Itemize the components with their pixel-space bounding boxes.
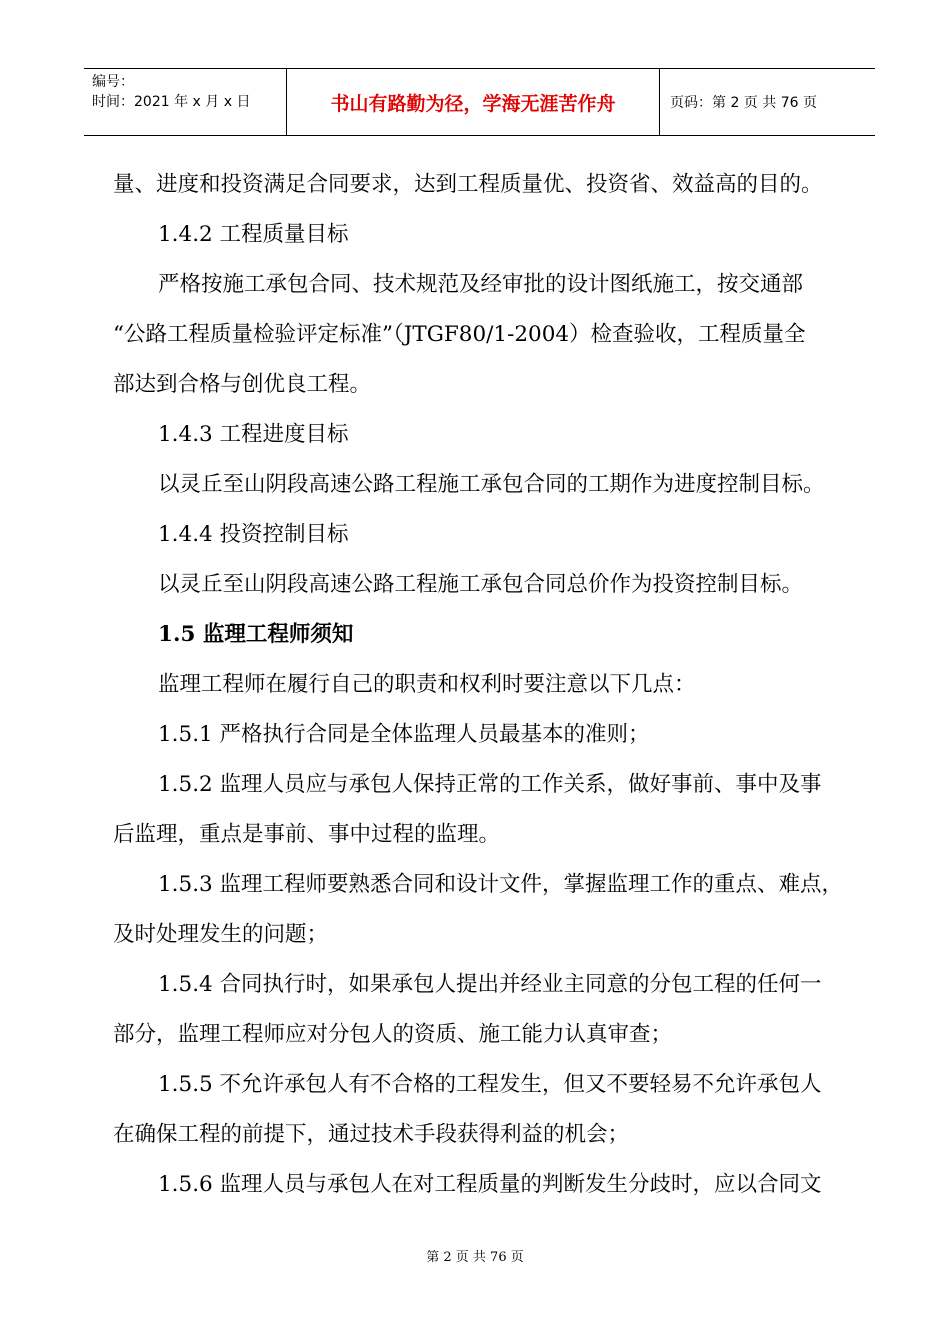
list-item-1-5-4: 1.5.4 合同执行时，如果承包人提出并经业主同意的分包工程的任何一 [158, 972, 822, 997]
section-heading-1-4-2: 1.4.2 工程质量目标 [158, 222, 349, 247]
body-line: 部分，监理工程师应对分包人的资质、施工能力认真审查； [113, 1022, 673, 1047]
body-line: 以灵丘至山阴段高速公路工程施工承包合同的工期作为进度控制目标。 [158, 472, 825, 497]
list-item-1-5-6: 1.5.6 监理人员与承包人在对工程质量的判断发生分歧时，应以合同文 [158, 1172, 822, 1197]
document-number-label: 编号： [92, 74, 134, 90]
header-page-number: 页码：第 2 页 共 76 页 [670, 95, 817, 111]
list-item-1-5-3: 1.5.3 监理工程师要熟悉合同和设计文件，掌握监理工作的重点、难点， [158, 872, 844, 897]
section-heading-1-4-4: 1.4.4 投资控制目标 [158, 522, 349, 547]
header-meta [84, 69, 287, 135]
body-line: 在确保工程的前提下，通过技术手段获得利益的机会； [113, 1122, 630, 1147]
body-line: 及时处理发生的问题； [113, 922, 329, 947]
body-line: 量、进度和投资满足合同要求，达到工程质量优、投资省、效益高的目的。 [113, 172, 823, 197]
body-line: 监理工程师在履行自己的职责和权利时要注意以下几点： [158, 672, 696, 697]
page-footer: 第 2 页 共 76 页 [426, 1250, 524, 1265]
body-line: 后监理，重点是事前、事中过程的监理。 [113, 822, 501, 847]
list-item-1-5-1: 1.5.1 严格执行合同是全体监理人员最基本的准则； [158, 722, 650, 747]
body-line: 以灵丘至山阴段高速公路工程施工承包合同总价作为投资控制目标。 [158, 572, 804, 597]
page-header [84, 68, 875, 136]
list-item-1-5-5: 1.5.5 不允许承包人有不合格的工程发生，但又不要轻易不允许承包人 [158, 1072, 822, 1097]
section-heading-1-5: 1.5 监理工程师须知 [158, 622, 354, 647]
section-heading-1-4-3: 1.4.3 工程进度目标 [158, 422, 349, 447]
header-motto: 书山有路勤为径，学海无涯苦作舟 [287, 69, 660, 135]
list-item-1-5-2: 1.5.2 监理人员应与承包人保持正常的工作关系，做好事前、事中及事 [158, 772, 822, 797]
body-line: “公路工程质量检验评定标准”（JTGF80/1-2004）检查验收，工程质量全 [113, 322, 806, 347]
body-line: 部达到合格与创优良工程。 [113, 372, 372, 397]
document-body [113, 160, 853, 1210]
document-time-label: 时间：2021 年 x 月 x 日 [92, 94, 251, 110]
body-line: 严格按施工承包合同、技术规范及经审批的设计图纸施工，按交通部 [158, 272, 804, 297]
